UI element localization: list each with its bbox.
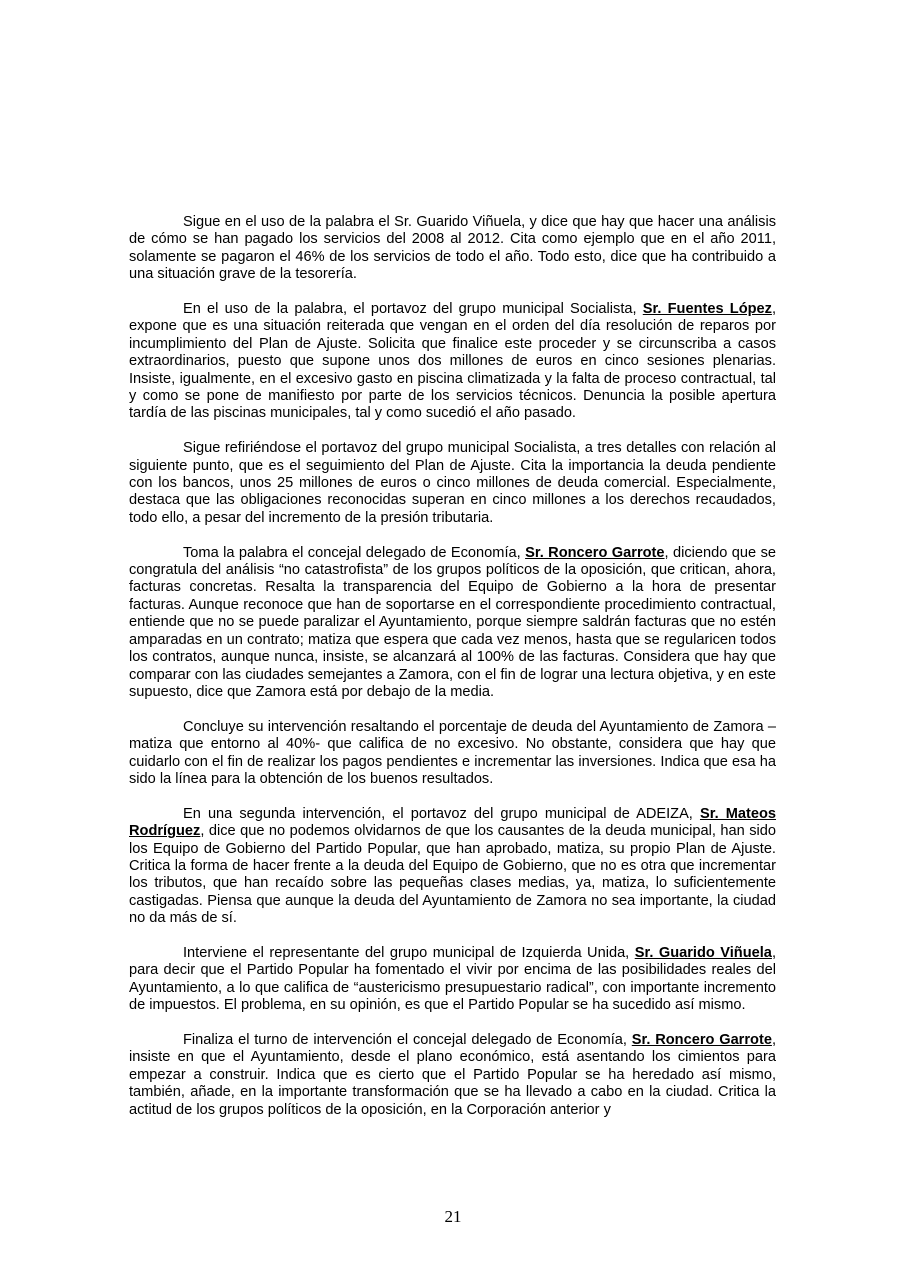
paragraph-4 — [129, 545, 776, 702]
paragraph-text: Finaliza el turno de intervención el concejal delegado de Economía, — [183, 1031, 632, 1048]
speaker-name: Sr. Guarido Viñuela — [634, 944, 772, 961]
paragraph-text: En una segunda intervención, el portavoz del grupo municipal de ADEIZA, — [183, 805, 700, 822]
paragraph-text: , expone que es una situación reiterada que vengan en el orden del día resolución de reparos por incumplimiento del Plan de Ajuste. Solicita que finalice este proceder y se circunscriba a casos extraordinarios, puesto que supone unos dos millones de euros en cinco sesiones plenarias. Insiste, igualmente, en el excesivo gasto en piscina climatizada y la falta de proceso contractual, tal y como se pone de manifiesto por parte de los servicios técnicos. Denuncia la posible apertura tardía de las piscinas municipales, tal y como sucedió el año pasado. — [129, 301, 776, 422]
speaker-name: Sr. Fuentes López — [642, 301, 772, 318]
speaker-name: Sr. Mateos Rodríguez — [129, 805, 777, 840]
paragraph-7 — [129, 945, 776, 1015]
paragraph-text: Sigue en el uso de la palabra el Sr. Guarido Viñuela, y dice que hay que hacer una análisis de cómo se han pagado los servicios del 2008 al 2012. Cita como ejemplo que en el año 2011, solamente se pagaron el 46% de los servicios de todo el año. Todo esto, dice que ha contribuido a una situación grave de la tesorería. — [129, 214, 776, 283]
paragraph-3 — [129, 440, 776, 527]
paragraph-6 — [129, 806, 776, 928]
paragraph-text: , insiste en que el Ayuntamiento, desde el plano económico, está asentando los cimientos para empezar a construir. Indica que es cierto que el Partido Popular se ha heredado así mismo, también, añade, en la importante transformación que se ha llevado a cabo en la ciudad. Critica la actitud de los grupos políticos de la oposición, en la Corporación anterior y — [129, 1031, 776, 1118]
paragraph-text: , dice que no podemos olvidarnos de que los causantes de la deuda municipal, han sido los Equipo de Gobierno del Partido Popular, que han aprobado, matiza, su propio Plan de Ajuste. Critica la forma de hacer frente a la deuda del Equipo de Gobierno, que no es otra que incrementar los tributos, que han recaído sobre las pequeñas clases medias, ya, matiza, lo suficientemente castigadas. Piensa que aunque la deuda del Ayuntamiento de Zamora no sea importante, la ciudad no da más de sí. — [129, 823, 776, 927]
page-number: 21 — [444, 1207, 462, 1226]
paragraph-text: Interviene el representante del grupo municipal de Izquierda Unida, — [183, 944, 635, 961]
paragraph-text: , diciendo que se congratula del análisis “no catastrofista” de los grupos políticos de la oposición, que critican, ahora, facturas concretas. Resalta la transparencia del Equipo de Gobierno a la hora de presentar facturas. Aunque reconoce que han de soportarse en el correspondiente procedimiento contractual, entiende que no se puede paralizar el Ayuntamiento, porque siempre saldrán facturas que no estén amparadas en un contrato; matiza que espera que cada vez menos, hasta que se regularicen todos los contratos, aunque nunca, insiste, se alcanzará al 100% de las facturas. Considera que hay que comparar con las ciudades semejantes a Zamora, con el fin de lograr una lectura objetiva, y en este supuesto, dice que Zamora está por debajo de la media. — [129, 544, 776, 700]
paragraph-8 — [129, 1032, 776, 1119]
paragraph-5 — [129, 719, 776, 789]
paragraph-1 — [129, 214, 776, 284]
paragraph-text: Concluye su intervención resaltando el porcentaje de deuda del Ayuntamiento de Zamora –matiza que entorno al 40%- que califica de no excesivo. No obstante, considera que hay que cuidarlo con el fin de realizar los pagos pendientes e incrementar las inversiones. Indica que esa ha sido la línea para la obtención de los buenos resultados. — [129, 718, 776, 787]
paragraph-text: Sigue refiriéndose el portavoz del grupo municipal Socialista, a tres detalles con relación al siguiente punto, que es el seguimiento del Plan de Ajuste. Cita la importancia la deuda pendiente con los bancos, unos 25 millones de euros o cinco millones de deuda comercial. Especialmente, destaca que las obligaciones reconocidas superan en cinco millones a los derechos recaudados, todo ello, a pesar del incremento de la presión tributaria. — [129, 440, 776, 526]
paragraph-text: En el uso de la palabra, el portavoz del grupo municipal Socialista, — [183, 301, 643, 318]
paragraph-2 — [129, 301, 776, 423]
document-body — [129, 214, 776, 1136]
paragraph-text: Toma la palabra el concejal delegado de Economía, — [183, 544, 526, 561]
speaker-name: Sr. Roncero Garrote — [525, 544, 665, 561]
paragraph-text: , para decir que el Partido Popular ha fomentado el vivir por encima de las posibilidades reales del Ayuntamiento, a lo que califica de “austericismo presupuestario radical”, con importante incremento de impuestos. El problema, en su opinión, es que el Partido Popular se ha sucedido así mismo. — [129, 944, 776, 1014]
speaker-name: Sr. Roncero Garrote — [631, 1031, 772, 1048]
